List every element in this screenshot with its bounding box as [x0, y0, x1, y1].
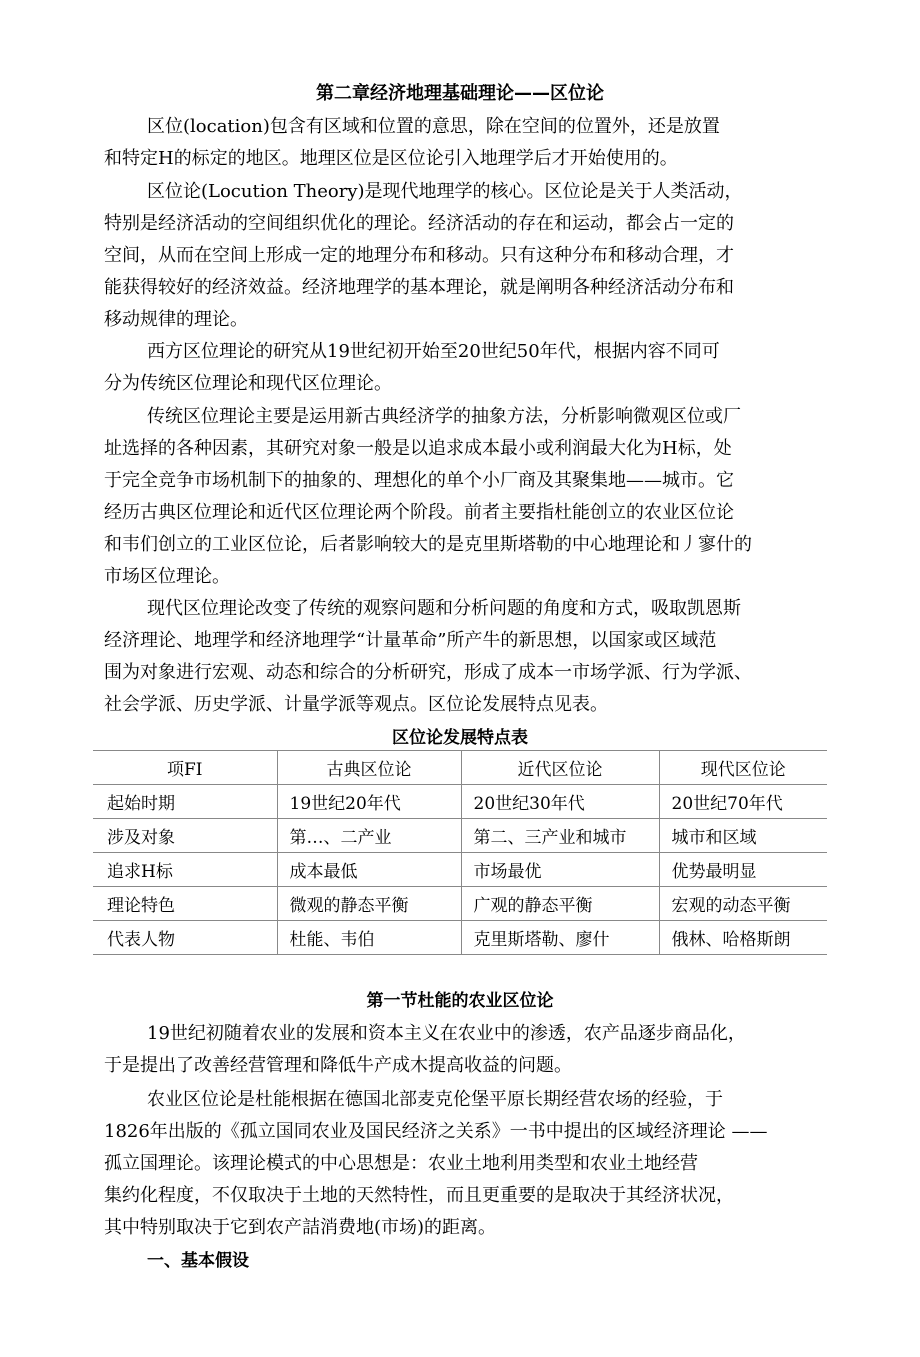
paragraph-line: 19世纪初随着农业的发展和资本主义在农业中的渗透，农产品逐步商品化， — [147, 1023, 746, 1044]
table-cell: 20世纪30年代 — [461, 785, 659, 819]
paragraph-line: 围为对象进行宏观、动态和综合的分析研究，形成了成本一市场学派、行为学派、 — [104, 662, 752, 683]
table-cell: 城市和区域 — [659, 819, 827, 853]
paragraph-line: 于是提出了改善经营管理和降低牛产成木提高收益的问题。 — [104, 1055, 572, 1076]
paragraph-line: 分为传统区位理论和现代区位理论。 — [104, 373, 392, 394]
table-cell: 市场最优 — [461, 853, 659, 887]
table-cell: 微观的静态平衡 — [277, 887, 461, 921]
table-cell: 起始时期 — [93, 785, 277, 819]
table-row — [93, 785, 827, 819]
paragraph-line: 经济理论、地理学和经济地理学“计量革命”所产牛的新思想，以国家或区域范 — [104, 630, 717, 651]
chapter-title: 第二章经济地理基础理论——区位论 — [316, 83, 604, 104]
section-title: 第一节杜能的农业区位论 — [366, 991, 554, 1011]
feature-table — [93, 750, 827, 955]
table-cell: 俄林、哈格斯朗 — [659, 921, 827, 955]
paragraph-line: 区位论(Locution Theory)是现代地理学的核心。区位论是关于人类活动， — [147, 181, 743, 202]
table-cell: 杜能、韦伯 — [277, 921, 461, 955]
table-header-row — [93, 751, 827, 785]
paragraph-line: 址选择的各种因素，其研究对象一般是以追求成本最小或利润最大化为H标，处 — [104, 438, 732, 459]
table-header-cell: 项FI — [93, 751, 277, 785]
paragraph-line: 和特定H的标定的地区。地理区位是区位论引入地理学后才开始使用的。 — [104, 148, 678, 169]
table-header-cell: 现代区位论 — [659, 751, 827, 785]
paragraph-line: 特别是经济活动的空间组织优化的理论。经济活动的存在和运动，都会占一定的 — [104, 213, 734, 234]
paragraph-line: 经历古典区位理论和近代区位理论两个阶段。前者主要指杜能创立的农业区位论 — [104, 502, 734, 523]
paragraph-line: 1826年出版的《孤立国同农业及国民经济之关系》一书中提出的区域经济理论 —— — [104, 1121, 768, 1142]
paragraph-line: 和韦们创立的工业区位论，后者影响较大的是克里斯塔勒的中心地理论和丿寥什的 — [104, 534, 752, 555]
table-row — [93, 819, 827, 853]
table-cell: 理论特色 — [93, 887, 277, 921]
paragraph-line: 市场区位理论。 — [104, 566, 230, 587]
table-cell: 宏观的动态平衡 — [659, 887, 827, 921]
paragraph-line: 农业区位论是杜能根据在德国北部麦克伦堡平原长期经营农场的经验，于 — [147, 1089, 723, 1110]
table-cell: 成本最低 — [277, 853, 461, 887]
table-row — [93, 887, 827, 921]
paragraph-line: 孤立国理论。该理论模式的中心思想是：农业土地利用类型和农业土地经营 — [104, 1153, 698, 1174]
table-cell: 代表人物 — [93, 921, 277, 955]
table-row — [93, 921, 827, 955]
table-cell: 克里斯塔勒、廖什 — [461, 921, 659, 955]
paragraph-line: 移动规律的理论。 — [104, 309, 248, 330]
table-cell: 广观的静态平衡 — [461, 887, 659, 921]
subsection-title: 一、基本假设 — [147, 1251, 249, 1271]
paragraph-line: 西方区位理论的研究从19世纪初开始至20世纪50年代，根据内容不同可 — [147, 341, 720, 362]
paragraph-line: 区位(location)包含有区域和位置的意思，除在空间的位置外，还是放置 — [147, 116, 720, 137]
table-cell: 第…、二产业 — [277, 819, 461, 853]
table-row — [93, 853, 827, 887]
table-cell: 优势最明显 — [659, 853, 827, 887]
table-header-cell: 古典区位论 — [277, 751, 461, 785]
paragraph-line: 集约化程度，不仅取决于土地的天然特性，而且更重要的是取决于其经济状况， — [104, 1185, 734, 1206]
paragraph-line: 其中特别取决于它到农产詰消费地(市场)的距离。 — [104, 1217, 497, 1238]
paragraph-line: 社会学派、历史学派、计量学派等观点。区位论发展特点见表。 — [104, 694, 608, 715]
paragraph-line: 于完全竞争市场机制下的抽象的、理想化的单个小厂商及其聚集地——城市。它 — [104, 470, 734, 491]
table-cell: 19世纪20年代 — [277, 785, 461, 819]
table-cell: 20世纪70年代 — [659, 785, 827, 819]
paragraph-line: 现代区位理论改变了传统的观察问题和分析问题的角度和方式，吸取凯恩斯 — [147, 598, 741, 619]
table-header-cell: 近代区位论 — [461, 751, 659, 785]
table-cell: 涉及对象 — [93, 819, 277, 853]
table-cell: 第二、三产业和城市 — [461, 819, 659, 853]
paragraph-line: 传统区位理论主要是运用新古典经济学的抽象方法，分析影响微观区位或厂 — [147, 406, 741, 427]
table-title: 区位论发展特点表 — [392, 728, 528, 748]
table-cell: 追求H标 — [93, 853, 277, 887]
paragraph-line: 空间，从而在空间上形成一定的地理分布和移动。只有这种分布和移动合理，才 — [104, 245, 734, 266]
paragraph-line: 能获得较好的经济效益。经济地理学的基本理论，就是阐明各种经济活动分布和 — [104, 277, 734, 298]
